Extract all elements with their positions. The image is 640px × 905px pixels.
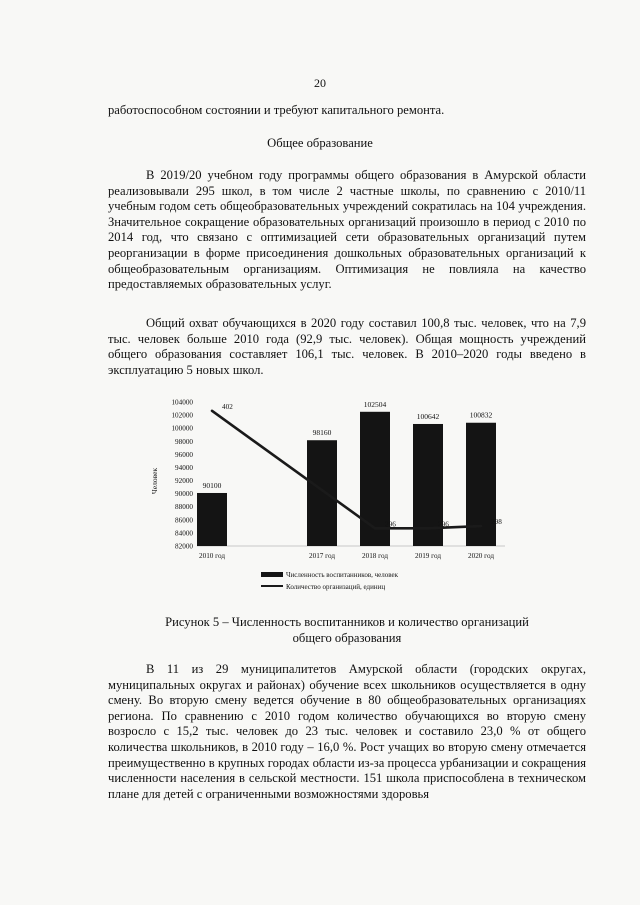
bar-value-label: 102504 [363, 399, 387, 409]
x-category-label: 2017 год [309, 552, 335, 560]
y-tick-label: 90000 [175, 490, 193, 499]
legend-line-label: Количество организаций, единиц [286, 583, 386, 591]
line-value-label: 298 [491, 518, 502, 527]
x-category-label: 2018 год [362, 552, 388, 560]
y-tick-label: 92000 [175, 477, 193, 486]
figure-caption-line-2: общего образования [292, 631, 402, 645]
line-series [212, 403, 502, 528]
bar-value-label: 90100 [202, 480, 222, 490]
y-axis-ticks [171, 399, 193, 551]
bar-series [197, 400, 496, 546]
legend-bar-swatch [261, 572, 283, 577]
bar-2010-год [197, 493, 227, 546]
y-tick-label: 104000 [171, 398, 193, 407]
intro-line: работоспособном состоянии и требуют капитального ремонта. [108, 103, 445, 117]
page-number: 20 [314, 76, 326, 90]
paragraph-1: В 2019/20 учебном году программы общего образования в Амурской области реализовывали 295 школ, в том числе 2 частные школы, по сравнению с 2010/11 учебным годом сеть общеобразовательных учреждений сократилась на 104 учреждения. Значительное сокращение образовательных организаций произошло в период с 2010 по 2014 год, что связано с оптимизацией сети образовательных организаций путем реорганизации в форме присоединения дошкольных образовательных организаций к общеобразовательным организациям. Оптимизация не повлияла на качество предоставляемых образовательных услуг. [108, 168, 586, 292]
line-value-label: 296 [438, 520, 449, 529]
legend [261, 571, 399, 591]
paragraph-3: В 11 из 29 муниципалитетов Амурской области (городских округах, муниципальных округах и районах) обучение всех школьников осуществляется в одну смену. Во вторую смену ведется обучение в 80 общеобразовательных организациях региона. По сравнению с 2010 годом количество обучающихся во вторую смену возросло с 15,2 тыс. человек до 23 тыс. человек и составило 23,0 % от общего количества школьников, в 2010 году – 16,0 %. Рост учащих во вторую смену отмечается преимущественно в крупных городах области из-за процесса урбанизации и сокращения численности населения в сельской местности. 151 школа приспособлена в техническом плане для детей с ограниченными возможностями здоровья [108, 662, 586, 801]
x-category-label: 2019 год [415, 552, 441, 560]
y-tick-label: 98000 [175, 437, 193, 446]
y-tick-label: 96000 [175, 450, 193, 459]
line-value-label: 402 [222, 402, 233, 411]
bar-value-label: 100832 [469, 410, 493, 420]
y-tick-label: 88000 [175, 503, 193, 512]
y-tick-label: 84000 [175, 529, 193, 538]
figure-chart [145, 388, 525, 596]
y-tick-label: 102000 [171, 411, 193, 420]
line-value-label: 296 [385, 520, 396, 529]
figure-caption-line-1: Рисунок 5 – Численность воспитанников и количество организаций [165, 615, 529, 629]
y-tick-label: 86000 [175, 516, 193, 525]
x-axis-categories [199, 552, 494, 560]
section-title: Общее образование [267, 136, 373, 150]
legend-bar-label: Численность воспитанников, человек [286, 571, 399, 579]
y-axis-label: Человек [150, 467, 159, 495]
bar-value-label: 100642 [416, 411, 440, 421]
bar-2017-год [307, 440, 337, 546]
y-tick-label: 82000 [175, 542, 193, 551]
y-tick-label: 100000 [171, 424, 193, 433]
bar-value-label: 98160 [312, 428, 332, 438]
x-category-label: 2010 год [199, 552, 225, 560]
paragraph-2: Общий охват обучающихся в 2020 году составил 100,8 тыс. человек, что на 7,9 тыс. человек больше 2010 года (92,9 тыс. человек). Общая мощность учреждений общего образования составляет 106,1 тыс. человек. В 2010–2020 годы введено в эксплуатацию 5 новых школ. [108, 316, 586, 377]
x-category-label: 2020 год [468, 552, 494, 560]
y-tick-label: 94000 [175, 463, 193, 472]
